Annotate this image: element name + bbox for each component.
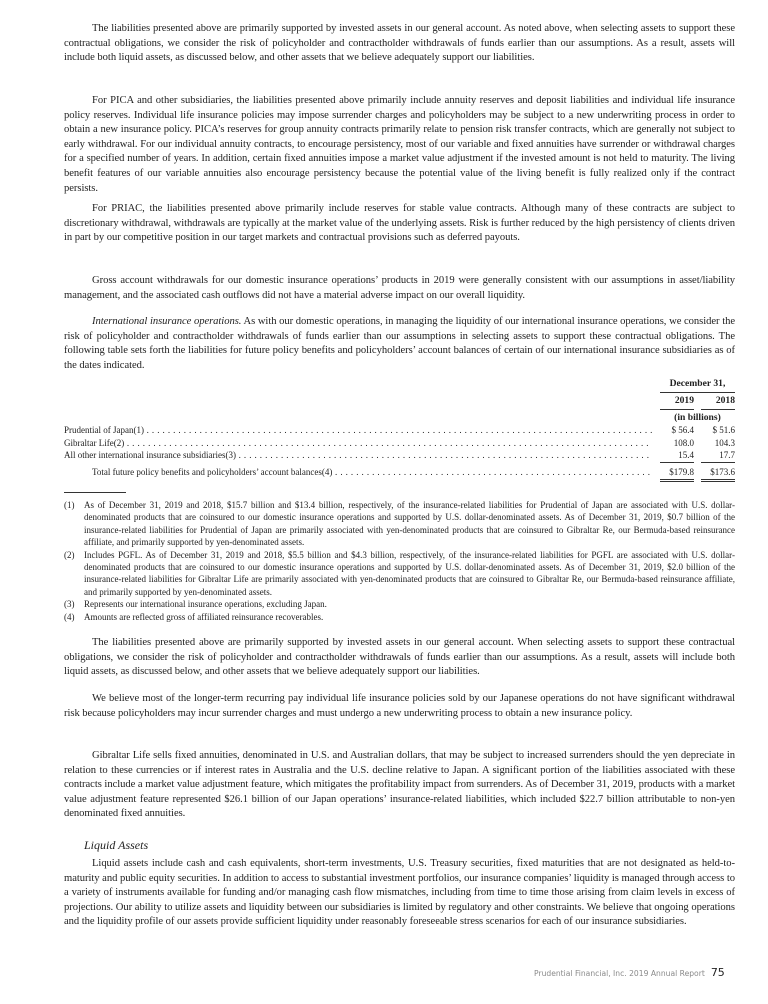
value-2019: 108.0 xyxy=(673,437,694,448)
page-footer xyxy=(534,966,725,979)
footnote-text: Amounts are reflected gross of affiliated reinsurance recoverables. xyxy=(84,611,324,622)
footer-report-title: Prudential Financial, Inc. 2019 Annual Report xyxy=(534,969,705,978)
footnote-number: (4) xyxy=(64,611,75,622)
paragraph-japanese-policies: We believe most of the longer-term recurring pay individual life insurance policies sold by our Japanese operations do not have significant withdrawal risk because policyholders may incur surrender charges and must undergo a new underwriting process to obtain a new insurance policy. xyxy=(64,693,735,719)
column-header-2019: 2019 xyxy=(660,395,694,410)
value-2018: 17.7 xyxy=(701,449,735,463)
run-in-heading: International insurance operations. xyxy=(92,316,242,327)
table-header-date: December 31, xyxy=(660,378,735,393)
footnote-number: (3) xyxy=(64,599,75,610)
paragraph-body: As with our domestic operations, in managing the liquidity of our international insurance operations, we consider the risk of policyholder and contractholder withdrawals of funds earlier than our assumptions in selecting assets to support these contractual obligations. The following table sets forth the liabilities for future policy benefits and policyholders’ account balances of certain of our international insurance subsidiaries as of the dates indicated. xyxy=(64,316,735,371)
table-row xyxy=(64,437,735,450)
column-header-2018: 2018 xyxy=(701,395,735,410)
page-number: 75 xyxy=(710,966,725,979)
total-label: Total future policy benefits and policyholders’ account balances(4) . . . xyxy=(64,466,652,479)
footnote-2 xyxy=(64,549,735,599)
row-label: Prudential of Japan(1) . . . xyxy=(64,424,652,437)
paragraph-international-operations xyxy=(64,315,735,373)
footnotes xyxy=(64,499,735,623)
footnote-text: Includes PGFL. As of December 31, 2019 and 2018, $5.5 billion and $4.3 billion, respectively, of the insurance-related liabilities for PGFL are associated with U.S. dollar-denominated products that are coinsured to our domestic insurance operations and supported by U.S. dollar-denominated assets. As of December 31, 2019, $2.0 billion of the insurance-related liabilities for Gibraltar Life are primarily associated with yen-denominated products that are coinsured to Gibraltar Re, our Bermuda-based reinsurance affiliate, and primarily supported by yen-denominated assets. xyxy=(84,549,735,597)
row-label: Gibraltar Life(2) . . . xyxy=(64,437,652,450)
paragraph-pica: For PICA and other subsidiaries, the liabilities presented above primarily include annuity reserves and deposit liabilities and individual life insurance policy reserves. Individual life insurance policies may impose surrender charges and policyholders may be subject to a new underwriting process in order to obtain a new insurance policy. PICA’s reserves for group annuity contracts primarily relate to pension risk transfer contracts, which are generally not subject to early withdrawal. For our individual annuity contracts, to encourage persistency, most of our variable and fixed annuities have surrender or withdrawal charges for a specified number of years. In addition, certain fixed annuities impose a market value adjustment if the invested amount is not held to maturity. The living benefit features of our variable annuities also encourage persistency because the potential value of the living benefit is fully realized only if the contract persists. xyxy=(64,95,735,194)
paragraph-international-support: The liabilities presented above are primarily supported by invested assets in our general account. When selecting assets to support these contractual obligations, we consider the risk of policyholder and contractholder withdrawals of funds earlier than our assumptions. As a result, assets will include both liquid assets, as discussed below, and other assets that we believe adequately support our liabilities. xyxy=(64,637,735,678)
footnote-number: (1) xyxy=(64,500,75,510)
footnote-4 xyxy=(64,611,735,623)
paragraph-gross-withdrawals: Gross account withdrawals for our domestic insurance operations’ products in 2019 were generally consistent with our assumptions in asset/liability management, and the associated cash outflows did not have a material adverse impact on our overall liquidity. xyxy=(64,275,735,301)
paragraph-gibraltar-annuities: Gibraltar Life sells fixed annuities, denominated in U.S. and Australian dollars, that may be subject to increased surrenders should the yen depreciate in relation to these currencies or if interest rates in Australia and the U.S. decline relative to Japan. A significant portion of the liabilities associated with these contracts include a market value adjustment feature, which mitigates the profitability impact from surrenders. As of December 31, 2019, products with a market value adjustment feature represented $26.1 billion of our Japan operations’ insurance-related liabilities, which included $22.7 billion attributable to non-yen denominated fixed annuities. xyxy=(64,750,735,820)
value-2019: 15.4 xyxy=(660,449,694,463)
row-label: All other international insurance subsidiaries(3) . . . xyxy=(64,449,652,462)
footnote-text: As of December 31, 2019 and 2018, $15.7 billion and $13.4 billion, respectively, of the insurance-related liabilities for Prudential of Japan are associated with U.S. dollar-denominated products that are coinsured to our domestic insurance operations and supported by U.S. dollar-denominated assets. As of December 31, 2019, $0.7 billion of the insurance-related liabilities for Prudential of Japan are primarily associated with yen-denominated products that are coinsured to Gibraltar Re, our Bermuda-based reinsurance affiliate, and primarily supported by yen-denominated assets. xyxy=(84,500,735,548)
section-title-liquid-assets: Liquid Assets xyxy=(84,838,149,852)
footnote-3 xyxy=(64,598,735,610)
value-2019: $ 56.4 xyxy=(671,425,694,435)
footnote-1 xyxy=(64,499,735,549)
total-2018: $173.6 xyxy=(701,466,735,482)
table-unit: (in billions) xyxy=(674,412,721,423)
footnote-number: (2) xyxy=(64,549,75,560)
table-total-row xyxy=(64,466,735,479)
table-row xyxy=(64,424,735,437)
value-2018: $ 51.6 xyxy=(712,425,735,435)
total-2019: $179.8 xyxy=(660,466,694,482)
table-row xyxy=(64,449,735,462)
value-2018: 104.3 xyxy=(714,437,735,448)
footnote-divider xyxy=(64,492,126,493)
paragraph-priac: For PRIAC, the liabilities presented above primarily include reserves for stable value contracts. Although many of these contracts are subject to discretionary withdrawal, withdrawals are typically at the market value of the underlying assets. Risk is further reduced by the high persistency of clients driven in part by our competitive position in our target markets and contractual provisions such as deferred payouts. xyxy=(64,203,735,244)
paragraph-liquid-assets: Liquid assets include cash and cash equivalents, short-term investments, U.S. Treasury securities, fixed maturities that are not designated as held-to-maturity and public equity securities. In addition to access to substantial investment portfolios, our insurance companies’ liquidity is managed through access to a variety of instruments available for funding and/or managing cash flow mismatches, including from time to time those arising from claim levels in excess of projections. Our ability to utilize assets and liquidity between our subsidiaries is limited by regulatory and other constraints. We believe that ongoing operations and the liquidity profile of our assets provide sufficient liquidity under reasonably foreseeable stress scenarios for each of our insurance subsidiaries. xyxy=(64,858,735,928)
paragraph-liabilities-support: The liabilities presented above are primarily supported by invested assets in our general account. As noted above, when selecting assets to support these contractual obligations, we consider the risk of policyholder and contractholder withdrawals of funds earlier than our assumptions. As a result, assets will include both liquid assets, as discussed below, and other assets that we believe adequately support our liabilities. xyxy=(64,23,735,64)
footnote-text: Represents our international insurance operations, excluding Japan. xyxy=(84,599,327,610)
